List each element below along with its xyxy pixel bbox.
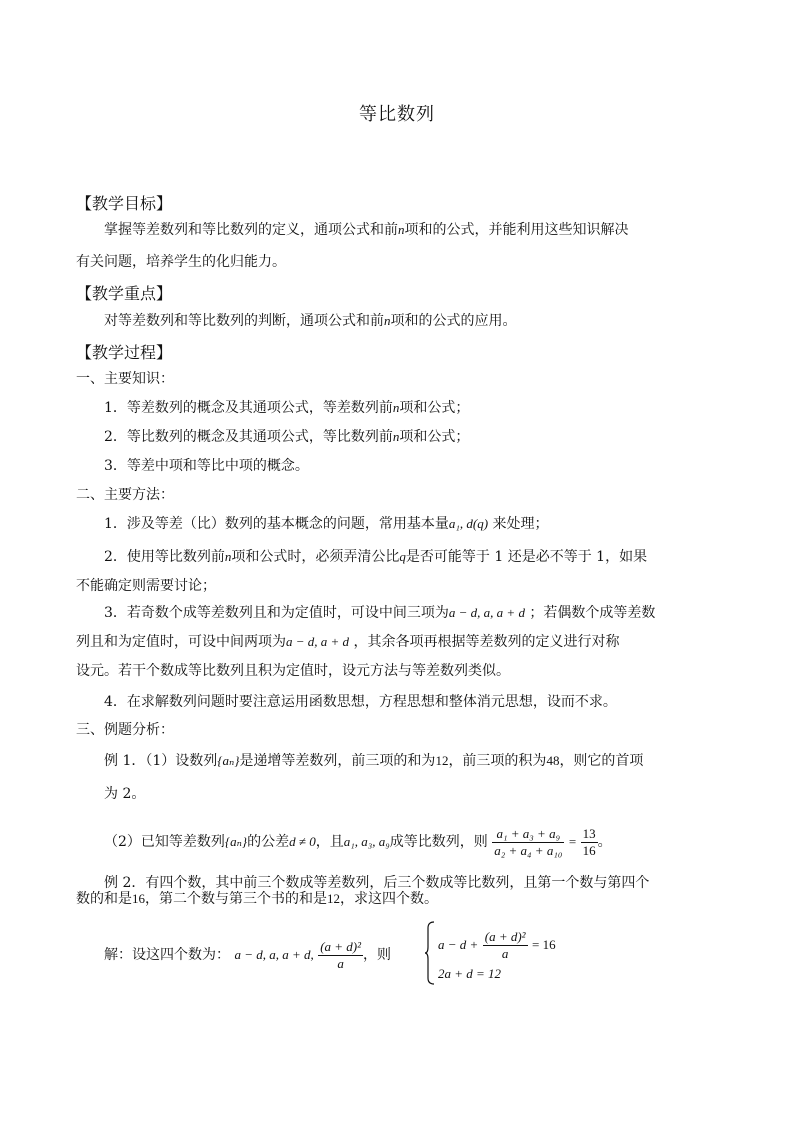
n-symbol: n <box>224 549 232 564</box>
fraction <box>492 826 564 859</box>
text: 项和公式； <box>399 400 470 416</box>
fraction-numerator: 13 <box>582 825 596 841</box>
math-expr: a₁, a₃, a₉ <box>343 834 390 849</box>
text: 解：设这四个数为： <box>104 947 230 963</box>
objectives-heading: 【教学目标】 <box>76 194 173 213</box>
equation-system <box>424 920 624 986</box>
math-expr: {aₙ} <box>224 834 248 849</box>
q-symbol: q <box>399 549 406 564</box>
math-expr: = 16 <box>532 937 556 952</box>
fraction-denominator: a₂ + a₄ + a₁₀ <box>494 842 563 858</box>
text: 2．等比数列的概念及其通项公式，等比数列前 <box>104 429 393 445</box>
n-symbol: n <box>398 222 405 237</box>
fraction-numerator: (a + d)² <box>320 938 362 954</box>
equals-sign: = <box>568 834 577 849</box>
text: ，前三项的积为 <box>448 753 547 769</box>
result-fraction <box>581 826 598 859</box>
methods-item-2-line-2: 不能确定则需要讨论； <box>76 578 216 594</box>
text: 对等差数列和等比数列的判断，通项公式和前 <box>104 313 384 329</box>
methods-heading: 二、主要方法： <box>76 487 174 503</box>
text: 1．涉及等差（比）数列的基本概念的问题，常用基本量 <box>104 516 449 532</box>
text: 数的和是 <box>76 891 132 907</box>
text: 2．使用等比数列前 <box>104 549 225 565</box>
number: 48 <box>546 753 560 768</box>
text: ，其余各项再根据等差数列的定义进行对称 <box>353 634 620 650</box>
methods-item-3-line-2 <box>76 632 620 652</box>
example-1-line-1 <box>104 751 643 771</box>
knowledge-item-3: 3．等差中项和等比中项的概念。 <box>104 458 309 474</box>
example-1-part-2 <box>104 820 612 864</box>
page-title: 等比数列 <box>359 104 435 125</box>
methods-item-3-line-3: 设元。若干个数成等比数列且积为定值时，设元方法与等差数列类似。 <box>76 663 510 679</box>
n-symbol: n <box>384 313 391 328</box>
text: 项和公式； <box>399 429 470 445</box>
knowledge-heading: 一、主要知识： <box>76 371 174 387</box>
text: ，则 <box>363 947 392 963</box>
number: 12 <box>435 753 449 768</box>
text: 成等比数列，则 <box>389 834 488 850</box>
text: 掌握等差数列和等比数列的定义，通项公式和前 <box>104 222 398 238</box>
fraction <box>318 939 363 972</box>
text: ，第二个数与第三个书的和是 <box>145 891 327 907</box>
n-symbol: n <box>392 400 400 415</box>
keypoints-line-1 <box>104 311 517 331</box>
text: 列且和为定值时，可设中间两项为 <box>76 634 286 650</box>
knowledge-item-2 <box>104 427 469 447</box>
examples-heading: 三、例题分析： <box>76 722 174 738</box>
text: ，求这四个数。 <box>340 891 438 907</box>
math-expr: a − d, a, a + d, <box>234 947 314 962</box>
text: 。 <box>597 834 612 850</box>
number: 12 <box>327 891 340 906</box>
methods-item-1 <box>104 514 549 534</box>
fraction-numerator: (a + d)² <box>484 928 526 944</box>
example-2-line-1: 例 2．有四个数，其中前三个数成等差数列，后三个数成等比数列，且第一个数与第四个 <box>104 875 650 891</box>
text: 项和公式时，必须弄清公比 <box>231 549 400 565</box>
math-expr: a − d, a + d <box>286 634 350 649</box>
methods-item-3-line-1 <box>104 603 655 623</box>
text: ；若偶数个成等差数 <box>529 605 656 621</box>
objectives-line-1 <box>104 220 629 240</box>
n-symbol: n <box>392 429 400 444</box>
text: 3．若奇数个成等差数列且和为定值时，可设中间三项为 <box>104 605 449 621</box>
knowledge-item-1 <box>104 398 469 418</box>
math-expr: a₁, d(q) <box>448 516 489 531</box>
objectives-line-2: 有关问题，培养学生的化归能力。 <box>76 254 286 270</box>
solution-line <box>104 933 391 977</box>
math-expr: a − d + <box>438 937 479 952</box>
text: （2）已知等差数列 <box>104 834 225 850</box>
left-brace-icon <box>424 920 436 986</box>
math-expr: 2a + d = 12 <box>438 966 502 981</box>
text: 1．等差数列的概念及其通项公式，等差数列前 <box>104 400 393 416</box>
methods-item-4: 4．在求解数列问题时要注意运用函数思想，方程思想和整体消元思想，设而不求。 <box>104 694 617 710</box>
keypoints-heading: 【教学重点】 <box>76 284 173 303</box>
text: 项和的公式的应用。 <box>390 313 517 329</box>
process-heading: 【教学过程】 <box>76 343 173 362</box>
fraction-denominator: a <box>337 955 344 971</box>
text: 项和的公式，并能利用这些知识解决 <box>404 222 629 238</box>
fraction-numerator: a₁ + a₃ + a₉ <box>492 826 564 843</box>
fraction <box>483 929 528 962</box>
text: 的公差 <box>247 834 290 850</box>
example-1-line-2: 为 2。 <box>104 786 146 802</box>
equation-2 <box>438 964 501 984</box>
equation-1 <box>438 926 556 964</box>
text: 是否可能等于 1 还是必不等于 1，如果 <box>405 549 648 565</box>
text: 例 1．（1）设数列 <box>104 753 218 769</box>
number: 16 <box>132 891 145 906</box>
text: 来处理； <box>492 516 549 532</box>
math-expr: d ≠ 0 <box>289 834 316 849</box>
fraction-denominator: a <box>501 945 509 961</box>
example-2-line-2 <box>76 889 438 909</box>
text: ，则它的首项 <box>559 753 644 769</box>
methods-item-2-line-1 <box>104 547 647 567</box>
math-expr: a − d, a, a + d <box>448 605 525 620</box>
math-expr: {aₙ} <box>217 753 240 768</box>
text: ，且 <box>315 834 344 850</box>
text: 是递增等差数列，前三项的和为 <box>239 753 436 769</box>
fraction-denominator: 16 <box>582 842 596 858</box>
